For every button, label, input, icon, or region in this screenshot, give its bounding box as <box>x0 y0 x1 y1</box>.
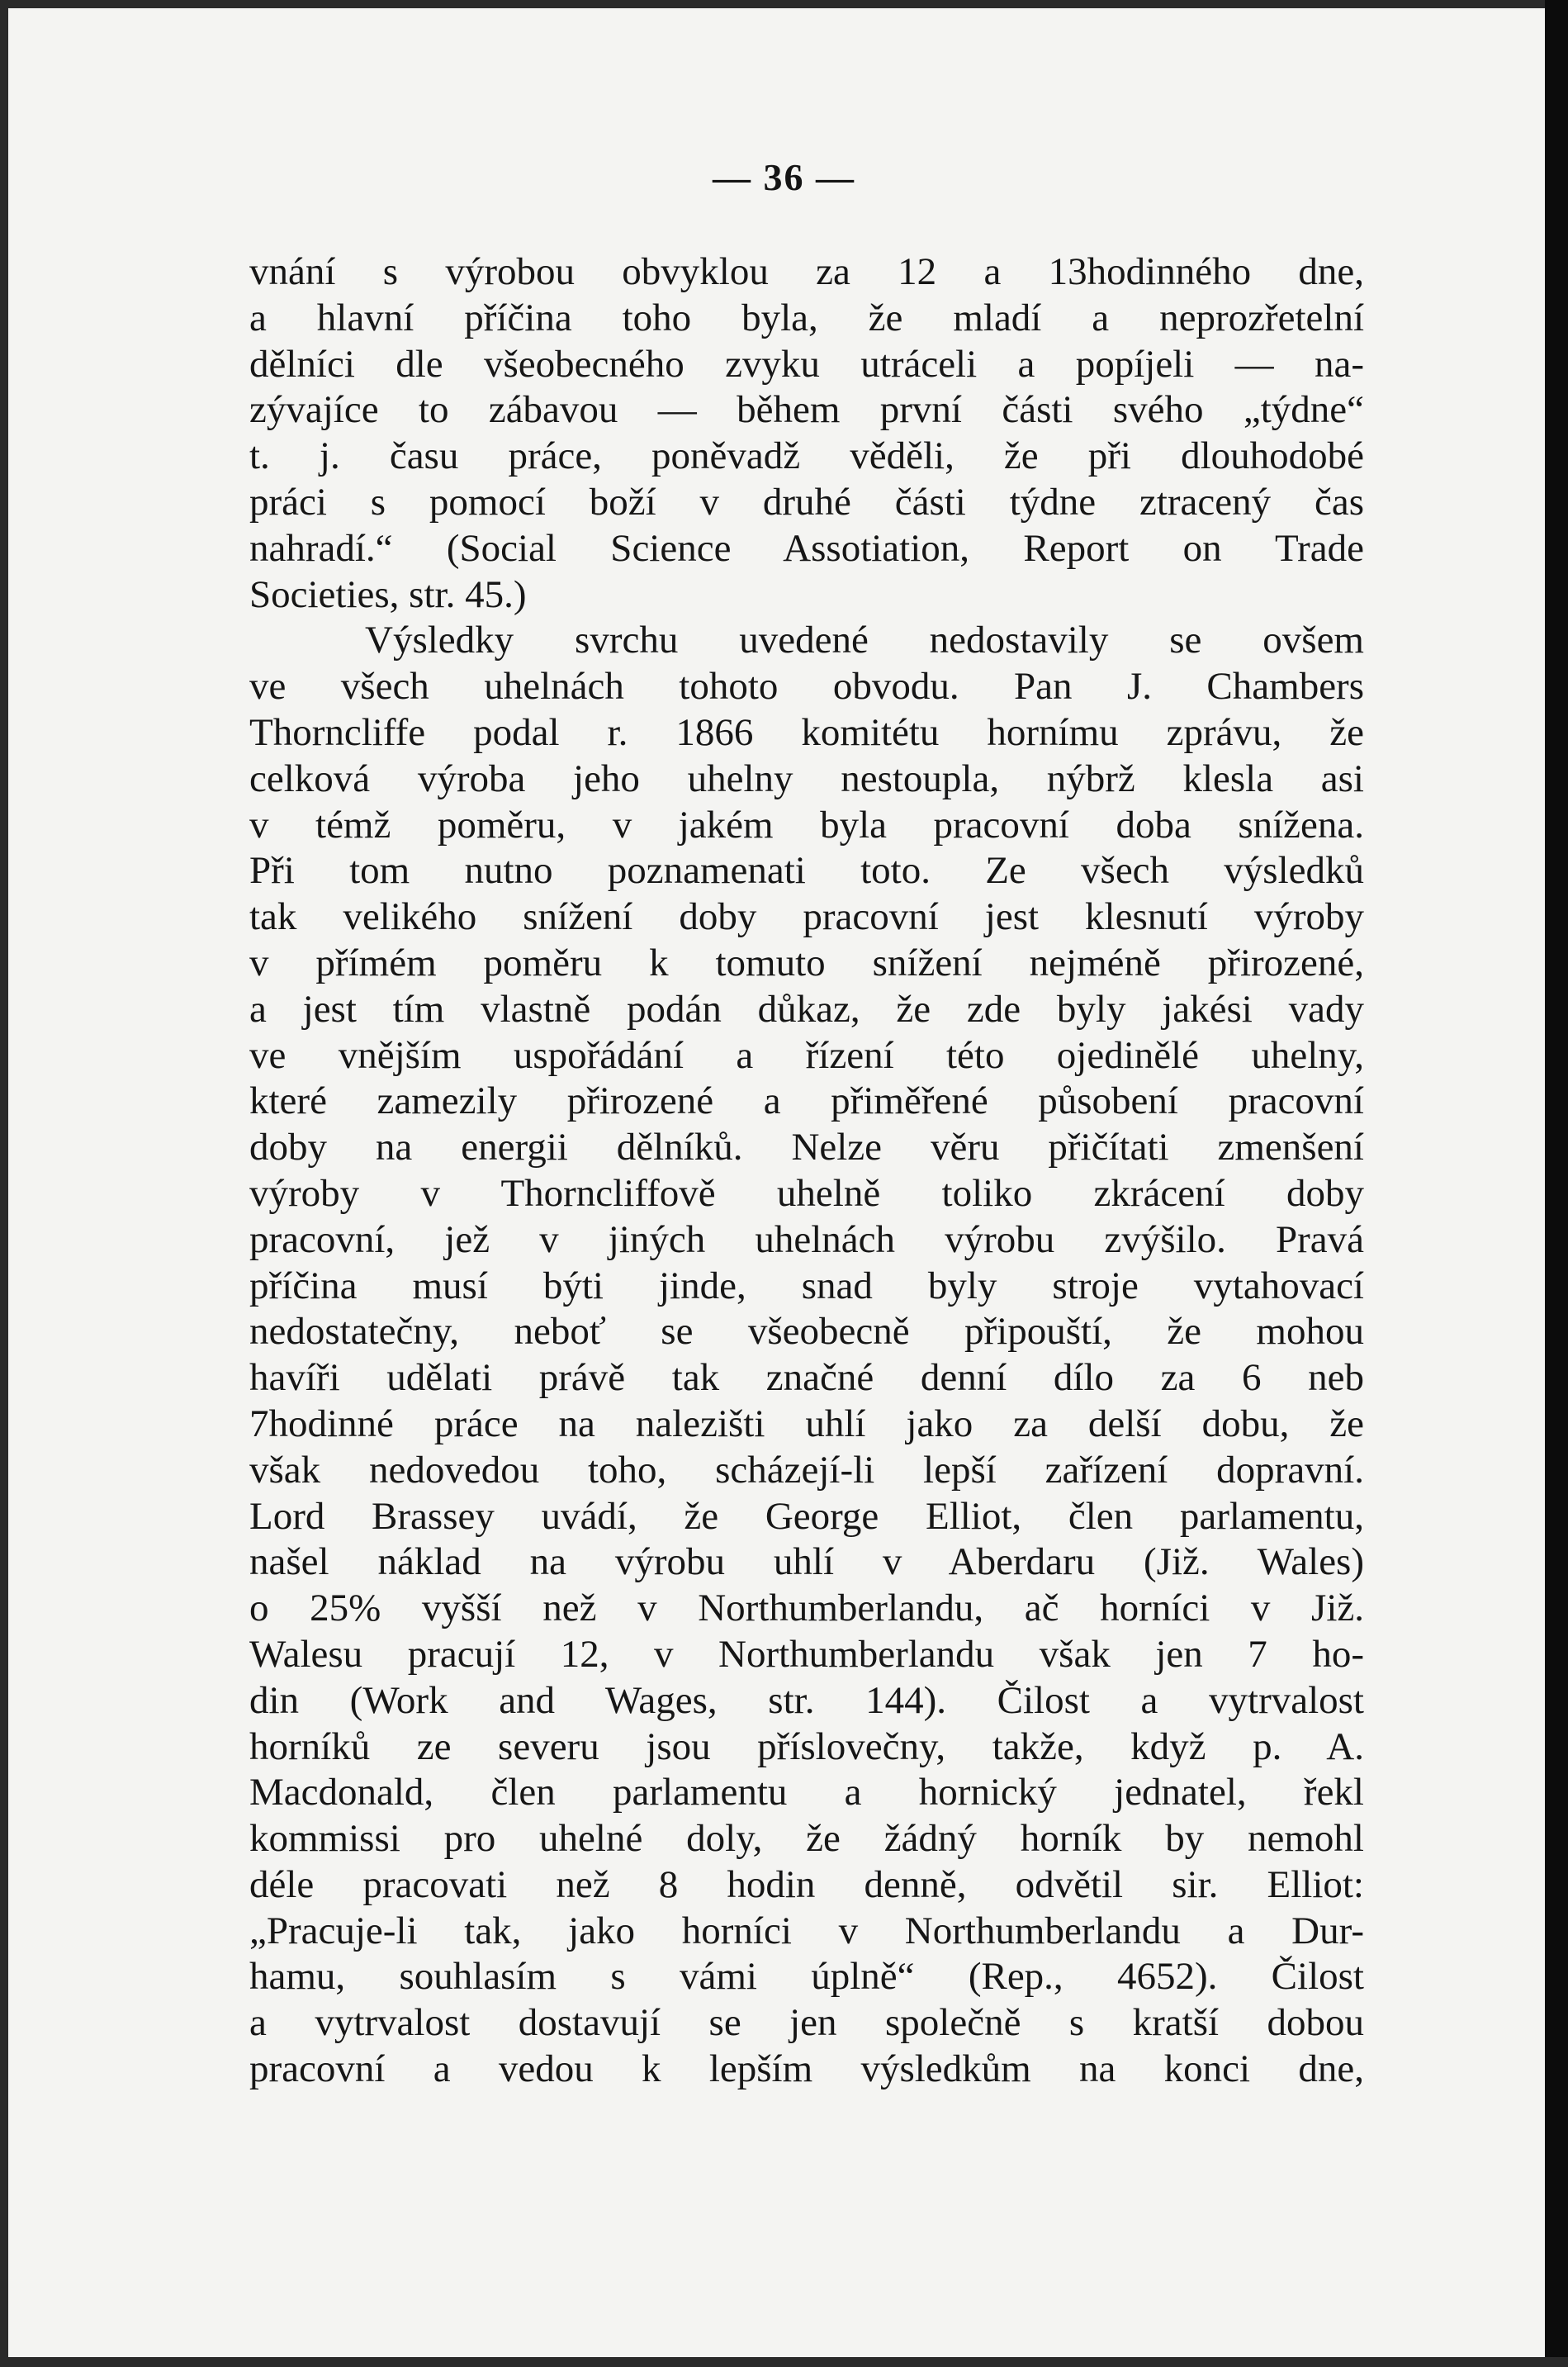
text-line: havíři udělati právě tak značné denní dílo za 6 neb <box>249 1356 1364 1400</box>
scan-border-bottom <box>0 2357 1568 2367</box>
text-line: našel náklad na výrobu uhlí v Aberdaru (Již. Wales) <box>249 1540 1364 1584</box>
text-line: kommissi pro uhelné doly, že žádný horník by nemohl <box>249 1817 1364 1861</box>
text-line: 7hodinné práce na nalezišti uhlí jako za delší dobu, že <box>249 1402 1364 1445</box>
text-line: „Pracuje-li tak, jako horníci v Northumberlandu a Dur- <box>249 1909 1364 1952</box>
text-line: o 25% vyšší než v Northumberlandu, ač horníci v Již. <box>249 1587 1364 1630</box>
text-line: v přímém poměru k tomuto snížení nejméně přirozené, <box>249 941 1364 984</box>
text-line: hamu, souhlasím s vámi úplně“ (Rep., 4652). Čilost <box>249 1955 1364 1999</box>
text-line: Lord Brassey uvádí, že George Elliot, člen parlamentu, <box>249 1494 1364 1538</box>
text-line: však nedovedou toho, scházejí-li lepší zařízení dopravní. <box>249 1448 1364 1492</box>
text-line: tak velikého snížení doby pracovní jest klesnutí výroby <box>249 895 1364 939</box>
text-line: v témž poměru, v jakém byla pracovní doba snížena. <box>249 803 1364 847</box>
text-line: nedostatečny, neboť se všeobecně připouští, že mohou <box>249 1310 1364 1354</box>
scan-border-top <box>0 0 1568 8</box>
text-line: Macdonald, člen parlamentu a hornický jednatel, řekl <box>249 1771 1364 1814</box>
text-line: doby na energii dělníků. Nelze věru přičítati zmenšení <box>249 1126 1364 1169</box>
page-number: — 36 — <box>713 156 855 198</box>
text-line: nahradí.“ (Social Science Assotiation, Report on Trade <box>249 526 1364 570</box>
text-line: Societies, str. 45.) <box>249 572 527 616</box>
text-line: horníků ze severu jsou příslovečny, takže, když p. A. <box>249 1724 1364 1768</box>
text-line: Walesu pracují 12, v Northumberlandu však jen 7 ho- <box>249 1632 1364 1676</box>
text-line: pracovní, jež v jiných uhelnách výrobu zvýšilo. Pravá <box>249 1217 1364 1261</box>
text-line: déle pracovati než 8 hodin denně, odvětil sir. Elliot: <box>249 1862 1364 1906</box>
text-line: a hlavní příčina toho byla, že mladí a neprozřetelní <box>249 296 1364 339</box>
text-line: práci s pomocí boží v druhé části týdne ztracený čas <box>249 480 1364 524</box>
body-text <box>249 249 1364 2093</box>
text-line: a vytrvalost dostavují se jen společně s kratší dobou <box>249 2001 1364 2045</box>
text-line: ve vnějším uspořádání a řízení této ojedinělé uhelny, <box>249 1033 1364 1077</box>
text-line: pracovní a vedou k lepším výsledkům na konci dne, <box>249 2047 1364 2091</box>
text-line: zývajíce to zábavou — během první části svého „týdne“ <box>249 388 1364 432</box>
scan-border-right <box>1545 0 1568 2367</box>
text-line: Thorncliffe podal r. 1866 komitétu hornímu zprávu, že <box>249 710 1364 754</box>
text-line: Při tom nutno poznamenati toto. Ze všech výsledků <box>249 849 1364 893</box>
text-line: din (Work and Wages, str. 144). Čilost a vytrvalost <box>249 1678 1364 1722</box>
text-line: ve všech uhelnách tohoto obvodu. Pan J. Chambers <box>249 665 1364 709</box>
text-line: které zamezily přirozené a přiměřené působení pracovní <box>249 1079 1364 1123</box>
text-line: t. j. času práce, poněvadž věděli, že při dlouhodobé <box>249 434 1364 478</box>
text-line: výroby v Thorncliffově uhelně toliko zkrácení doby <box>249 1171 1364 1215</box>
scan-border-left <box>0 0 8 2367</box>
text-line: a jest tím vlastně podán důkaz, že zde byly jakési vady <box>249 987 1364 1031</box>
text-line: vnání s výrobou obvyklou za 12 a 13hodinného dne, <box>249 250 1364 293</box>
text-line-paragraph-start: Výsledky svrchu uvedené nedostavily se ovšem <box>365 619 1364 662</box>
text-line: celková výroba jeho uhelny nestoupla, nýbrž klesla asi <box>249 757 1364 800</box>
text-line: příčina musí býti jinde, snad byly stroje vytahovací <box>249 1264 1364 1307</box>
text-line: dělníci dle všeobecného zvyku utráceli a popíjeli — na- <box>249 342 1364 386</box>
